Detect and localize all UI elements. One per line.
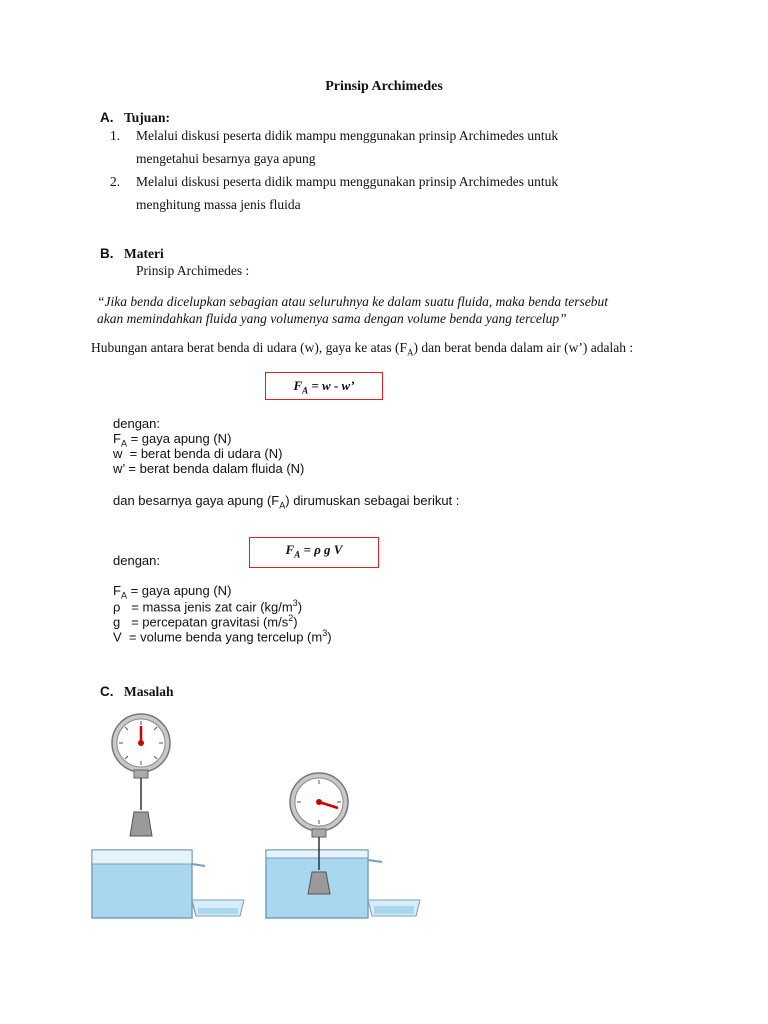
formula1-sub: A: [302, 385, 309, 396]
section-a-title: Tujuan:: [124, 110, 171, 125]
def1-row-2: [113, 446, 282, 461]
intro2-text-post: ) dirumuskan sebagai berikut :: [285, 493, 460, 508]
tujuan-item-1-text: Melalui diskusi peserta didik mampu menggunakan prinsip Archimedes untuk: [136, 128, 559, 143]
tujuan-item-2-line2: menghitung massa jenis fluida: [136, 197, 301, 212]
def-text: = massa jenis zat cair (kg/m: [120, 599, 293, 615]
def-subscript: A: [120, 438, 127, 449]
formula-box-2: [249, 537, 379, 568]
section-c-heading: [100, 684, 174, 700]
para-text-post: ) dan berat benda dalam air (w’) adalah :: [413, 340, 634, 355]
tujuan-item-2-line1: [110, 174, 558, 190]
para-text-pre: Hubungan antara berat benda di udara (w), gaya ke atas (F: [91, 340, 407, 355]
def2-row-2: [113, 598, 302, 614]
dengan-label-1: dengan:: [113, 416, 160, 431]
def-text: = berat benda dalam fluida (N): [124, 461, 305, 476]
formula1-lhs: F: [293, 378, 303, 393]
section-b-heading: [100, 246, 164, 262]
weight-block-submerged: [308, 872, 330, 894]
archimedes-quote: [97, 293, 697, 327]
overflow-dish-2: [366, 898, 424, 920]
weight-block: [130, 812, 152, 836]
page-title: Prinsip Archimedes: [325, 79, 443, 94]
materi-subheading: Prinsip Archimedes :: [136, 263, 250, 278]
quote-line-1: “Jika benda dicelupkan sebagian atau seluruhnya ke dalam suatu fluida, maka benda tersebut: [97, 294, 609, 309]
tujuan-item-2-text: Melalui diskusi peserta didik mampu menggunakan prinsip Archimedes untuk: [136, 174, 559, 189]
para-subscript: A: [407, 347, 414, 358]
scale-in-air-illustration: [88, 712, 213, 922]
def-tail: ): [293, 614, 298, 630]
tujuan-item-1-line2: mengetahui besarnya gaya apung: [136, 151, 316, 166]
spring-scale-gauge-2: [290, 773, 348, 837]
def-superscript: 2: [288, 613, 294, 623]
section-c-letter: C.: [100, 684, 114, 699]
section-a-heading: [100, 110, 170, 126]
formula2-rhs: = ρ g V: [300, 542, 343, 557]
formula1-rhs: = w - w’: [308, 378, 355, 393]
quote-line-2: akan memindahkan fluida yang volumenya sama dengan volume benda yang tercelup”: [97, 311, 567, 326]
section-b-letter: B.: [100, 246, 114, 261]
def2-row-3: [113, 613, 298, 629]
relation-paragraph: [91, 339, 678, 362]
def-symbol: w’: [113, 461, 125, 476]
def-text: = gaya apung (N): [126, 431, 232, 446]
formula2-lhs: F: [285, 542, 295, 557]
def-subscript: A: [120, 590, 127, 601]
def-tail: ): [327, 629, 332, 645]
def-text: = gaya apung (N): [126, 583, 232, 598]
formula2-sub: A: [294, 549, 301, 560]
def-text: = berat benda di udara (N): [122, 446, 283, 461]
def-text: = volume benda yang tercelup (m: [121, 629, 323, 645]
intro2-text-pre: dan besarnya gaya apung (F: [113, 493, 280, 508]
tujuan-item-1-line1: [110, 128, 558, 144]
tujuan-item-2-number: 2.: [110, 174, 121, 189]
def-superscript: 3: [322, 628, 328, 638]
intro2-subscript: A: [279, 500, 286, 511]
water-container: [92, 850, 205, 918]
overflow-dish-1: [190, 898, 248, 920]
spring-scale-gauge: [112, 714, 170, 778]
section-c-title: Masalah: [124, 684, 174, 699]
formula2-intro: [113, 493, 459, 511]
def-symbol: g: [113, 614, 121, 630]
def-symbol: ρ: [113, 599, 121, 615]
formula-box-1: [265, 372, 383, 400]
def1-row-3: [113, 461, 304, 476]
def-tail: ): [297, 599, 303, 615]
def-symbol: w: [113, 446, 123, 461]
tujuan-item-1-number: 1.: [110, 128, 121, 143]
def-symbol: V: [113, 629, 122, 645]
section-a-letter: A.: [100, 110, 114, 125]
def-superscript: 3: [292, 598, 298, 608]
def-symbol: F: [113, 431, 121, 446]
def-text: = percepatan gravitasi (m/s: [120, 614, 289, 630]
def-symbol: F: [113, 583, 121, 598]
def2-row-4: [113, 628, 332, 644]
section-b-title: Materi: [124, 246, 164, 261]
dengan-label-2: dengan:: [113, 553, 160, 568]
